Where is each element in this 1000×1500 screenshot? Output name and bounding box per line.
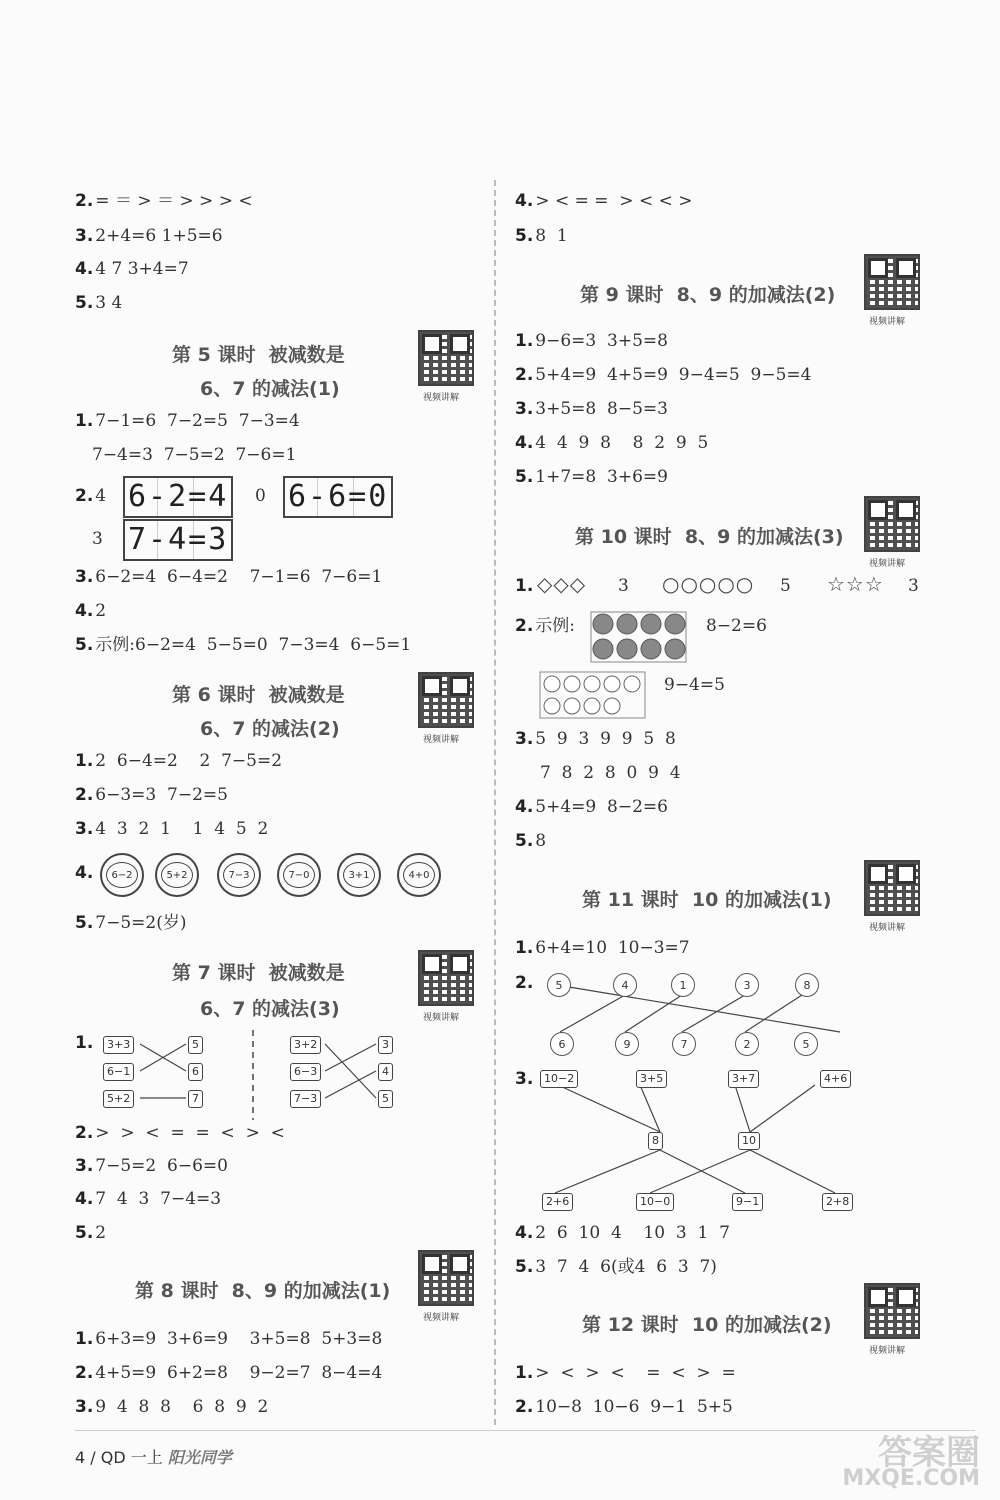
flower-bead: 7 (672, 1032, 696, 1056)
qr-label: 视频讲解 (869, 923, 906, 933)
l9-item-4: 4. 4 4 9 8 8 2 9 5 (515, 433, 709, 453)
match-tag: 2+6 (542, 1193, 573, 1211)
l12-item-1: 1. > < > < = < > = (515, 1363, 736, 1383)
apple-circle: 6−2 (100, 853, 144, 897)
apple-circle: 7−0 (277, 853, 321, 897)
match-tag: 2+8 (822, 1193, 853, 1211)
match-tag: 7 (188, 1090, 203, 1108)
l5-item-5: 5. 示例:6−2=4 5−5=0 7−3=4 6−5=1 (75, 635, 412, 655)
l5-item-1a: 1. 7−1=6 7−2=5 7−3=4 (75, 411, 300, 431)
l6-item-2: 2. 6−3=3 7−2=5 (75, 785, 228, 805)
l9-item-2: 2. 5+4=9 4+5=9 9−4=5 9−5=4 (515, 365, 812, 385)
l11-item-4: 4. 2 6 10 4 10 3 1 7 (515, 1223, 730, 1243)
l7-item-5: 5. 2 (75, 1223, 107, 1243)
qr-label: 视频讲解 (423, 735, 460, 745)
qr-label: 视频讲解 (423, 393, 460, 403)
qr-label: 视频讲解 (423, 1313, 460, 1323)
lesson-12-title: 第 12 课时 10 的加减法(2) (582, 1314, 832, 1336)
left-item-2: 2. = ＝ > ＝ > > > < (75, 191, 253, 211)
l11-item-1: 1. 6+4=10 10−3=7 (515, 938, 690, 958)
flower-bead: 3 (735, 973, 759, 997)
qr-label: 视频讲解 (423, 1013, 460, 1023)
apple-circle: 3+1 (337, 853, 381, 897)
match-tag: 8 (648, 1132, 663, 1150)
l5-item-1b: 7−4=3 7−5=2 7−6=1 (92, 445, 297, 465)
l10-n3: 3 (908, 576, 919, 596)
lesson-10-title: 第 10 课时 8、9 的加减法(3) (575, 526, 844, 548)
l6-item-3: 3. 4 3 2 1 1 4 5 2 (75, 819, 269, 839)
flower-bead: 5 (547, 973, 571, 997)
lesson-5-subtitle: 6、7 的减法(1) (200, 378, 340, 400)
l9-item-1: 1. 9−6=3 3+5=8 (515, 331, 668, 351)
l11-item-2-label: 2. (515, 973, 534, 993)
watermark-top: 答案圈 (878, 1433, 980, 1473)
lesson-6-subtitle: 6、7 的减法(2) (200, 718, 340, 740)
lesson-7-title: 第 7 课时 被减数是 (172, 962, 345, 984)
flower-bead: 6 (550, 1032, 574, 1056)
flower-bead: 4 (613, 973, 637, 997)
l8-item-3: 3. 9 4 8 8 6 8 9 2 (75, 1397, 269, 1417)
match-tag: 10−2 (540, 1070, 578, 1088)
match-tag: 4+6 (820, 1070, 851, 1088)
l5-item-2b-num: 3 (92, 529, 103, 549)
l10-item-1-label: 1. (515, 576, 534, 596)
left-item-3: 3. 2+4=6 1+5=6 (75, 226, 223, 246)
l10-n2: 5 (780, 576, 791, 596)
l8-item-1: 1. 6+3=9 3+6=9 3+5=8 5+3=8 (75, 1329, 383, 1349)
left-item-5: 5. 3 4 (75, 293, 123, 313)
flower-bead: 9 (615, 1032, 639, 1056)
l10-item-2-label: 2. 示例: (515, 616, 576, 636)
apple-circle: 5+2 (155, 853, 199, 897)
match-tag: 5 (188, 1036, 203, 1054)
l10-item-4: 4. 5+4=9 8−2=6 (515, 797, 668, 817)
l11-item-5: 5. 3 7 4 6(或4 6 3 7) (515, 1257, 717, 1277)
l7-item-4: 4. 7 4 3 7−4=3 (75, 1189, 222, 1209)
l7-item-2: 2. > > < = = < > < (75, 1123, 285, 1143)
l12-item-2: 2. 10−8 10−6 9−1 5+5 (515, 1397, 733, 1417)
qr-label: 视频讲解 (869, 1346, 906, 1356)
l10-item-3b: 7 8 2 8 0 9 4 (540, 763, 681, 783)
flower-bead: 5 (794, 1032, 818, 1056)
match-tag: 3 (378, 1036, 393, 1054)
footer (75, 1445, 232, 1468)
watermark-bottom: MXQE.COM (842, 1466, 980, 1491)
match-tag: 5 (378, 1090, 393, 1108)
l10-eq2: 9−4=5 (664, 675, 725, 695)
lesson-5-title: 第 5 课时 被减数是 (172, 344, 345, 366)
l10-item-5: 5. 8 (515, 831, 547, 851)
l5-item-4: 4. 2 (75, 601, 107, 621)
apple-circle: 7−3 (217, 853, 261, 897)
match-tag: 6 (188, 1063, 203, 1081)
lesson-8-title: 第 8 课时 8、9 的加减法(1) (135, 1280, 391, 1302)
match-tag: 4 (378, 1063, 393, 1081)
handwritten-box: 6-6=0 (283, 476, 393, 518)
match-tag: 9−1 (732, 1193, 763, 1211)
l9-item-5: 5. 1+7=8 3+6=9 (515, 467, 668, 487)
circle-shapes-icon: ○○○○○ (662, 572, 755, 596)
l10-eq1: 8−2=6 (706, 616, 767, 636)
match-tag: 10 (738, 1132, 760, 1150)
diamond-shapes-icon: ◇◇◇ (537, 572, 587, 596)
l6-item-4-label: 4. (75, 863, 94, 883)
star-shapes-icon: ☆☆☆ (827, 572, 884, 596)
flower-bead: 1 (671, 973, 695, 997)
qr-label: 视频讲解 (869, 317, 906, 327)
qr-code-icon[interactable] (864, 1283, 920, 1339)
flower-bead: 2 (735, 1032, 759, 1056)
match-tag: 5+2 (103, 1090, 134, 1108)
l7-item-1-label: 1. (75, 1033, 94, 1053)
l10-item-3a: 3. 5 9 3 9 9 5 8 (515, 729, 676, 749)
l11-item-3-label: 3. (515, 1069, 534, 1089)
lesson-11-title: 第 11 课时 10 的加减法(1) (582, 889, 832, 911)
match-tag: 10−0 (636, 1193, 674, 1211)
l7-item-3: 3. 7−5=2 6−6=0 (75, 1156, 228, 1176)
lesson-6-title: 第 6 课时 被减数是 (172, 684, 345, 706)
right-item-4: 4. > < = = > < < > (515, 191, 693, 211)
page-number: 4 (75, 1448, 86, 1467)
lesson-9-title: 第 9 课时 8、9 的加减法(2) (580, 284, 836, 306)
qr-label: 视频讲解 (869, 559, 906, 569)
l10-n1: 3 (618, 576, 629, 596)
left-item-4: 4. 4 7 3+4=7 (75, 259, 189, 279)
l6-item-1: 1. 2 6−4=2 2 7−5=2 (75, 751, 283, 771)
handwritten-box: 7-4=3 (123, 519, 233, 561)
apple-circle: 4+0 (397, 853, 441, 897)
match-tag: 6−3 (290, 1063, 321, 1081)
l5-item-2a: 2. 4 (75, 486, 107, 506)
l5-item-2a-num: 0 (255, 486, 266, 506)
match-tag: 3+7 (728, 1070, 759, 1088)
l5-item-3: 3. 6−2=4 6−4=2 7−1=6 7−6=1 (75, 567, 383, 587)
l9-item-3: 3. 3+5=8 8−5=3 (515, 399, 668, 419)
match-tag: 3+3 (103, 1036, 134, 1054)
l8-item-2: 2. 4+5=9 6+2=8 9−2=7 8−4=4 (75, 1363, 383, 1383)
right-item-5: 5. 8 1 (515, 226, 568, 246)
match-tag: 6−1 (103, 1063, 134, 1081)
match-tag: 7−3 (290, 1090, 321, 1108)
match-tag: 3+2 (290, 1036, 321, 1054)
flower-bead: 8 (795, 973, 819, 997)
l6-item-5: 5. 7−5=2(岁) (75, 913, 187, 933)
handwritten-box: 6-2=4 (123, 476, 233, 518)
lesson-7-subtitle: 6、7 的减法(3) (200, 998, 340, 1020)
book-code: / QD 一上 (90, 1448, 163, 1467)
match-tag: 3+5 (636, 1070, 667, 1088)
brand-logo: 阳光同学 (167, 1448, 232, 1467)
footer-rule (75, 1430, 975, 1431)
